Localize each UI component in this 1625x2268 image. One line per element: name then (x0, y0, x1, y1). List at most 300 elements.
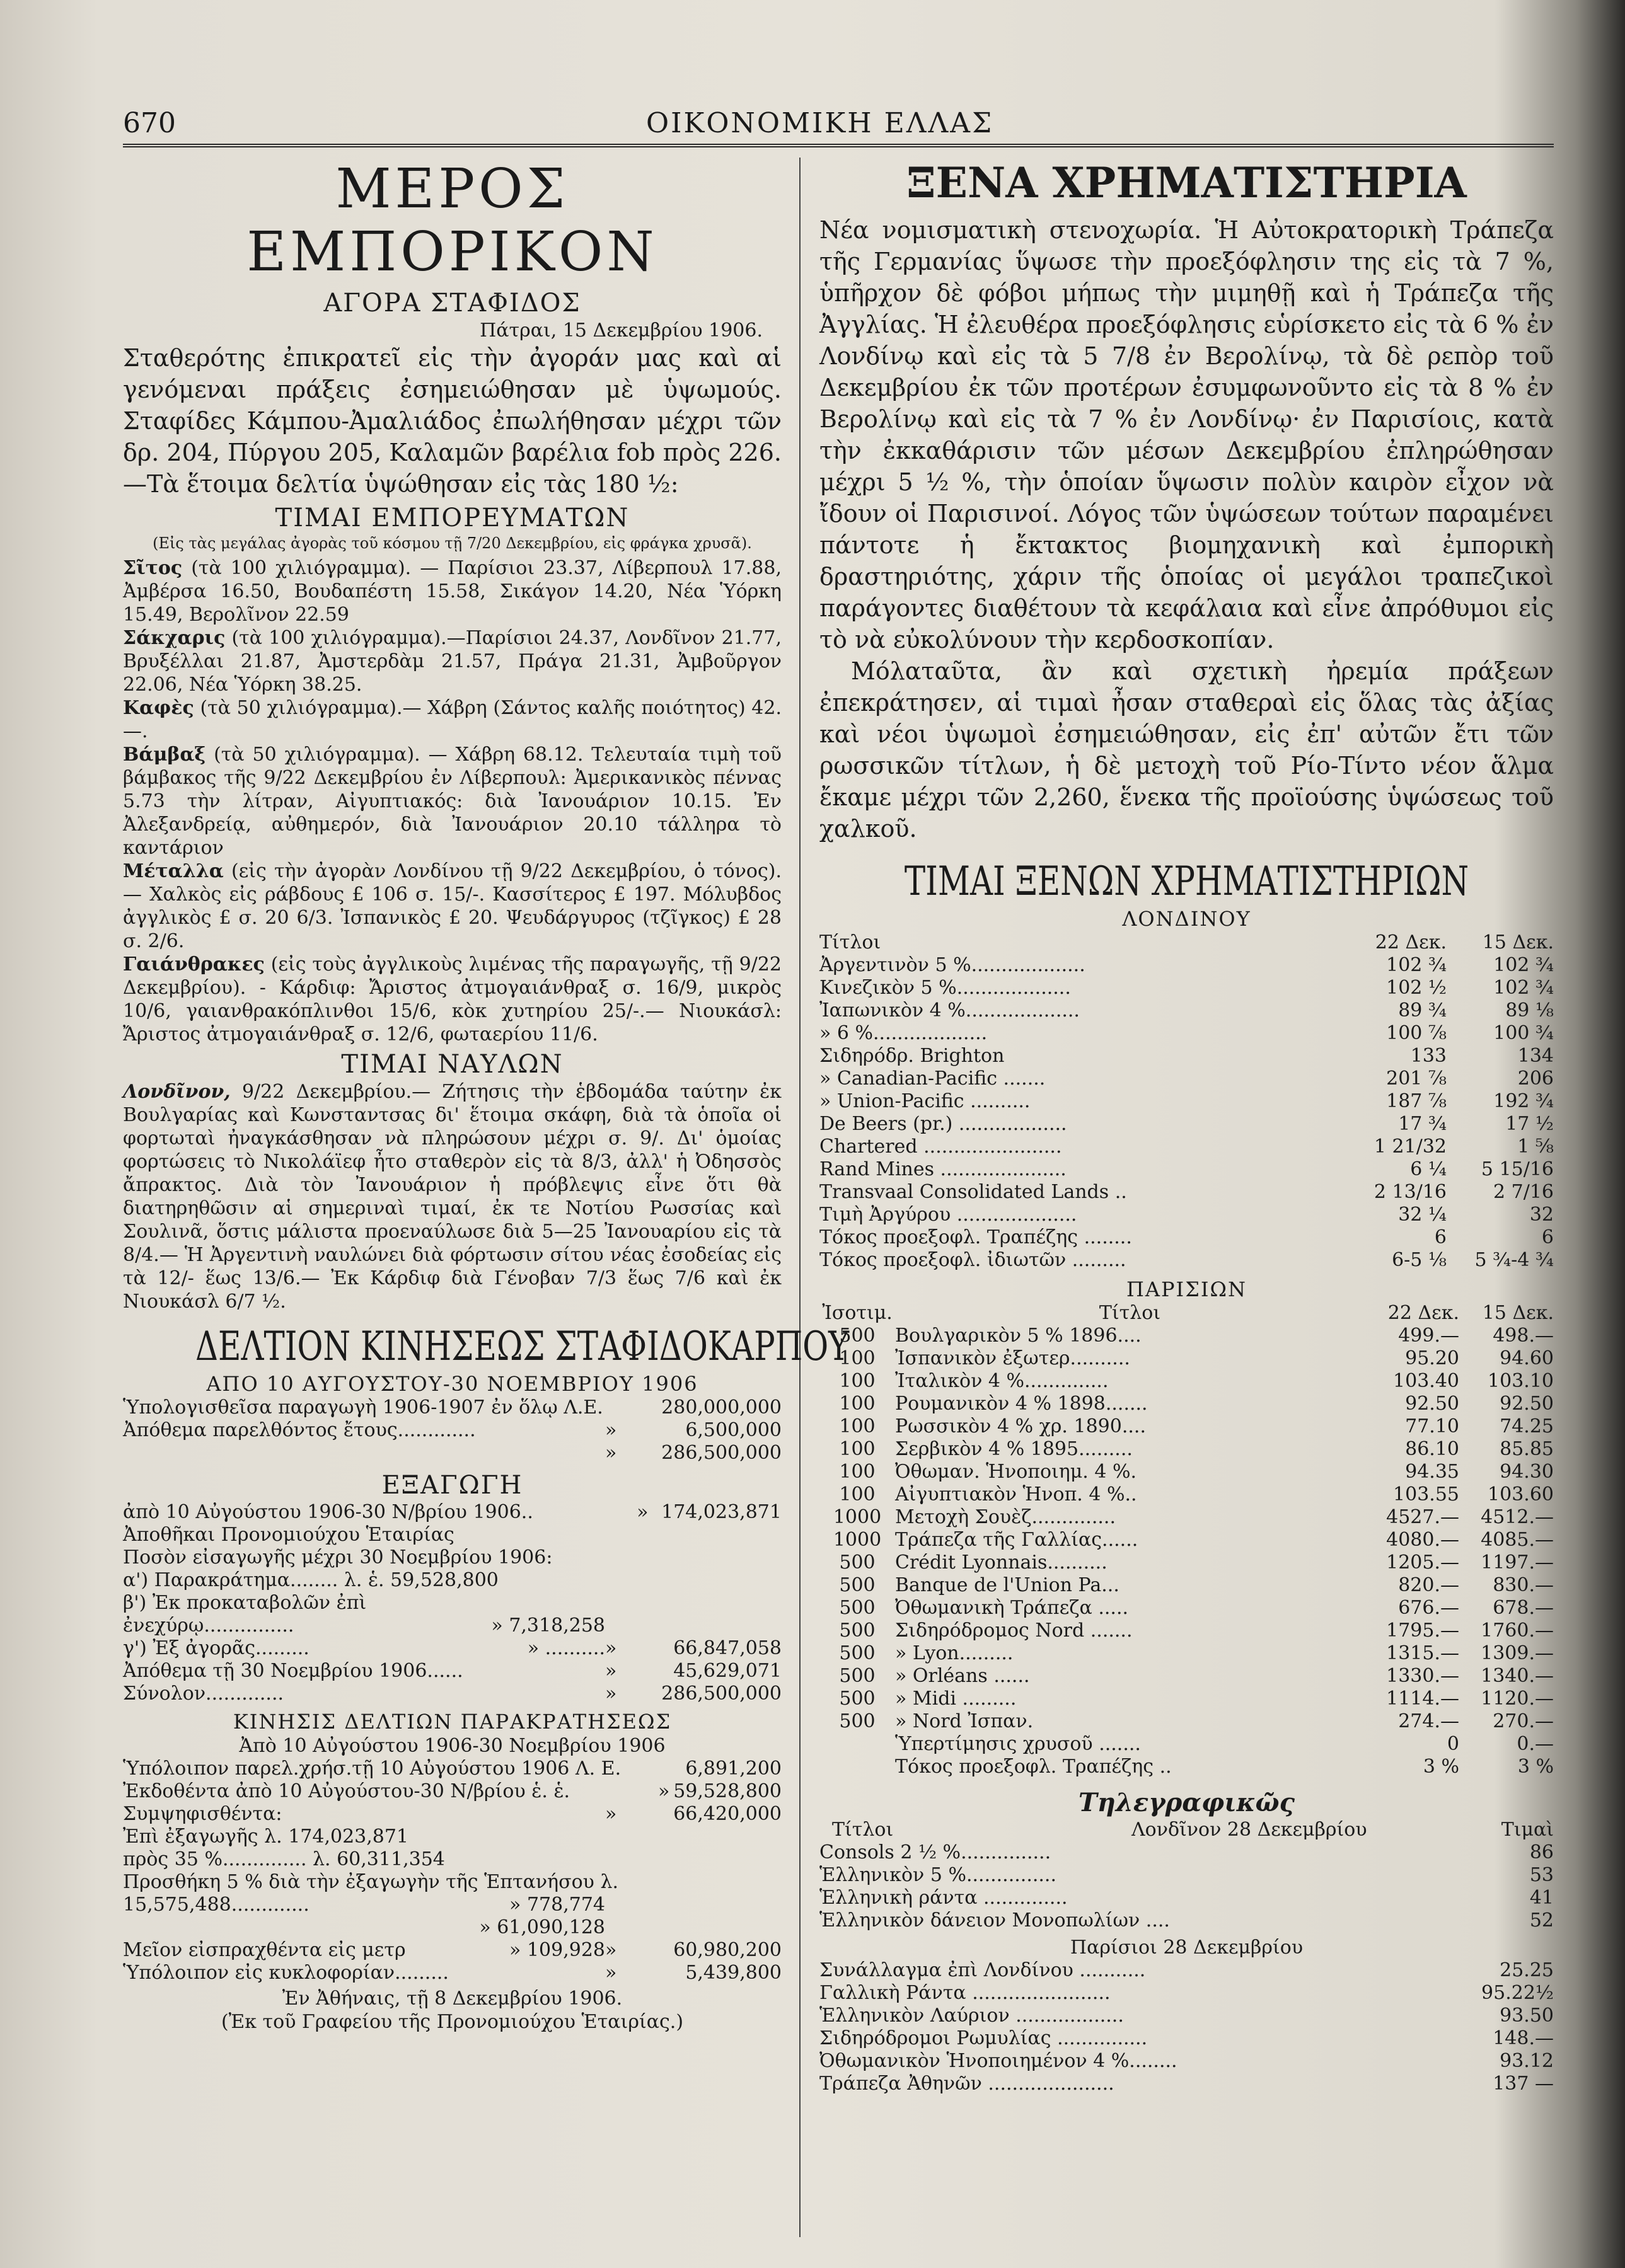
telegraph-row (819, 2027, 1554, 2050)
ledger-value (662, 1546, 782, 1569)
commodity-name: Σῖτος (123, 557, 183, 579)
ledger-mark: » (605, 1419, 617, 1441)
price-22-dec: 499.— (1398, 1325, 1459, 1347)
parity-value (819, 1756, 895, 1778)
paris-row (819, 1438, 1554, 1461)
parity-value: 500 (839, 1688, 876, 1710)
ledger-mark (605, 1524, 624, 1546)
price-15-dec: 102 ¾ (1493, 977, 1554, 999)
security-name: Τιμὴ Ἀργύρου .................... (819, 1204, 1077, 1226)
ledger-row (123, 1660, 782, 1683)
security-name: Ἰταλικὸν 4 %.............. (895, 1370, 1109, 1392)
ledger-subtotal (479, 1660, 605, 1683)
paris-row (819, 1756, 1554, 1778)
commodity-text: (τὰ 100 χιλιόγραμμα).—Παρίσιοι 24.37, Λονδῖνον 21.77, Βρυξέλλαι 21.87, Ἀμστερδὰμ 21.57, Πράγα 21.31, Ἀμβοῦργον 22.06, Νέα Ὑόρκη 38.25. (123, 627, 782, 696)
ledger-value: 6,500,000 (685, 1419, 782, 1441)
paris-header-titles: Τίτλοι (1099, 1302, 1161, 1324)
section-title: ΜΕΡΟΣ ΕΜΠΟΡΙΚΟΝ (246, 158, 658, 284)
ledger-mark (605, 1894, 624, 1916)
price-22-dec: 676.— (1398, 1597, 1459, 1619)
commodity-name: Καφὲς (123, 697, 194, 719)
price-22-dec: 0 (1447, 1733, 1459, 1755)
paris-header (819, 1302, 1554, 1325)
ledger-mark: » (605, 1660, 617, 1682)
parity-value: 500 (839, 1642, 876, 1664)
price-15-dec: 1120.— (1481, 1688, 1554, 1710)
security-name: Αἰγυπτιακὸν Ἡνοπ. 4 %.. (895, 1483, 1137, 1505)
london-row (819, 999, 1554, 1022)
paris-header-date1: 22 Δεκ. (1387, 1302, 1459, 1324)
paris-title: ΠΑΡΙΣΙΩΝ (1126, 1277, 1247, 1301)
ledger-subtotal: » .......... (527, 1637, 605, 1659)
ledger-label: α') Παρακράτημα........ λ. ἑ. 59,528,800 (123, 1569, 499, 1591)
london-row (819, 1158, 1554, 1181)
commodity-name: Γαιάνθρακες (123, 953, 265, 976)
deltion-title: ΔΕΛΤΙΟΝ ΚΙΝΗΣΕΩΣ ΣΤΑΦΙΔΟΚΑΡΠΟΥ (195, 1323, 850, 1370)
london-title: ΛΟΝΔΙΝΟΥ (1122, 907, 1251, 931)
ledger-value (624, 1894, 782, 1916)
price-22-dec: 92.50 (1405, 1393, 1459, 1415)
tele-header-prices: Τιμαὶ (1501, 1819, 1554, 1841)
foreign-exchanges-title: ΞΕΝΑ ΧΡΗΜΑΤΙΣΤΗΡΙΑ (906, 158, 1467, 207)
telegraph-paris-header: Παρίσιοι 28 Δεκεμβρίου (1070, 1937, 1304, 1959)
paris-table (819, 1325, 1554, 1778)
ledger-mark (605, 1848, 624, 1871)
telegraph-paris-table (819, 1959, 1554, 2095)
sign-office: (Ἐκ τοῦ Γραφείου τῆς Προνομιούχου Ἑταιρίας.) (221, 2011, 684, 2033)
telegraph-row (819, 1887, 1554, 1909)
security-name: Ρωσσικὸν 4 % χρ. 1890.... (895, 1415, 1146, 1437)
ledger-mark: » (605, 1803, 617, 1825)
ledger-row (123, 1546, 782, 1569)
ledger-subtotal: » 109,928 (509, 1939, 605, 1961)
commodity-text: (τὰ 50 χιλιόγραμμα).— Χάβρη (Σάντος καλῆς ποιότητος) 42.—. (123, 697, 782, 742)
ledger-mark (616, 1569, 634, 1592)
foreign-prices-title: ΤΙΜΑΙ ΞΕΝΩΝ ΧΡΗΜΑΤΙΣΤΗΡΙΩΝ (904, 858, 1469, 905)
parity-value: 1000 (833, 1506, 882, 1528)
price-15-dec: 32 (1529, 1204, 1554, 1226)
paris-row (819, 1710, 1554, 1733)
parity-value: 500 (839, 1325, 876, 1347)
security-name: Ἀργεντινὸν 5 %................... (819, 954, 1085, 976)
ledger-value (697, 1871, 782, 1894)
price: 86 (1529, 1841, 1554, 1863)
paris-row (819, 1551, 1554, 1574)
ledger-value (624, 1592, 782, 1615)
paris-row (819, 1483, 1554, 1506)
ledger-mark: » (605, 1939, 617, 1961)
price-15-dec: 94.60 (1500, 1347, 1554, 1369)
commodity-entry (123, 860, 782, 953)
london-header-date2: 15 Δεκ. (1482, 931, 1554, 953)
parity-value: 100 (839, 1438, 876, 1460)
ledger-mark: » (658, 1780, 670, 1802)
security-name: » Union-Pacific .......... (819, 1090, 1031, 1112)
page-number: 670 (123, 107, 176, 139)
price-15-dec: 830.— (1493, 1574, 1554, 1596)
exchange-paragraph-2: Μόλαταῦτα, ἂν καὶ σχετικὴ ἠρεμία πράξεων ἐπεκράτησεν, αἱ τιμαὶ ἦσαν σταθεραὶ εἰς ὅλας τὰς ἀξίας καὶ νέοι ὑψωμοὶ ἐσημειώθησαν, εἰς ἐπ' αὐτῶν ἔτι τῶν ρωσσικῶν τίτλων, ἡ δὲ μετοχὴ τοῦ Ρίο-Τίντο νέον ἅλμα ἔκαμε μέχρι τῶν 2,260, ἕνεκα τῆς προϊούσης ὑψώσεως τοῦ χαλκοῦ. (819, 657, 1554, 843)
ledger-value (624, 1615, 782, 1637)
price-22-dec: 1795.— (1386, 1620, 1459, 1642)
sign-place: Ἐν Ἀθήναις, τῇ 8 Δεκεμβρίου 1906. (282, 1988, 623, 2010)
deltion-period: ΑΠΟ 10 ΑΥΓΟΥΣΤΟΥ-30 ΝΟΕΜΒΡΙΟΥ 1906 (206, 1372, 698, 1396)
london-row (819, 1090, 1554, 1113)
running-title: ΟΙΚΟΝΟΜΙΚΗ ΕΛΛΑΣ (646, 107, 994, 139)
ledger-subtotal (603, 1396, 654, 1419)
parity-value: 500 (839, 1620, 876, 1642)
security-name: Σερβικὸν 4 % 1895......... (895, 1438, 1133, 1460)
ledger-row (123, 1962, 782, 1984)
timai-title: ΤΙΜΑΙ ΕΜΠΟΡΕΥΜΑΤΩΝ (275, 504, 630, 532)
security-name: Συνάλλαγμα ἐπὶ Λονδίνου ........... (819, 1959, 1146, 1981)
ledger-label: Ἐπὶ ἐξαγωγῆς λ. 174,023,871 (123, 1826, 409, 1848)
kinisis-table (123, 1758, 782, 1984)
price: 53 (1529, 1864, 1554, 1886)
ledger-label (123, 1442, 479, 1465)
price-15-dec: 102 ¾ (1493, 954, 1554, 976)
security-name: Ρουμανικὸν 4 % 1898....... (895, 1393, 1148, 1415)
ledger-value: 59,528,800 (673, 1780, 782, 1802)
parity-value: 100 (839, 1461, 876, 1483)
ledger-value: 45,629,071 (673, 1660, 782, 1682)
ledger-value: 286,500,000 (661, 1442, 782, 1464)
security-name: Κινεζικὸν 5 %................... (819, 977, 1071, 999)
security-name: Ἑλληνικὸν δάνειον Μονοπωλίων .... (819, 1909, 1170, 1931)
price-22-dec: 6-5 ⅛ (1392, 1249, 1447, 1271)
price-22-dec: 187 ⅞ (1386, 1090, 1447, 1112)
price-15-dec: 100 ¾ (1493, 1022, 1554, 1044)
ledger-row (123, 1615, 782, 1637)
ledger-subtotal (533, 1501, 637, 1524)
london-row (819, 1068, 1554, 1090)
security-name: » Orléans ...... (895, 1665, 1030, 1687)
ledger-mark: » (605, 1683, 617, 1705)
ledger-label: Ἐκδοθέντα ἀπὸ 10 Αὐγούστου-30 Ν/βρίου ἑ. ἑ. (123, 1780, 570, 1802)
paris-row (819, 1461, 1554, 1483)
commodity-entry (123, 953, 782, 1046)
telegraph-row (819, 2050, 1554, 2073)
price-15-dec: 192 ¾ (1493, 1090, 1554, 1112)
ledger-label: Ἀπόθεμα τῇ 30 Νοεμβρίου 1906...... (123, 1660, 463, 1682)
paris-row (819, 1506, 1554, 1529)
ledger-row (123, 1683, 782, 1705)
naulon-text: 9/22 Δεκεμβρίου.— Ζήτησις τὴν ἑβδομάδα ταύτην ἐκ Βουλγαρίας καὶ Κωνσταντσας δι' ἕτοιμα σκάφη, διὰ τὰ ὁποῖα οἱ φορτωταὶ ἠναγκάσθησαν νὰ πληρώσουν μέχρι σ. 9/. Δι' ὁμοίας φορτώσεις τὸ Νικολάϊεφ ἦτο σταθερὸν εἰς τὰ 8/3, ἀλλ' ἡ Ὀδησσὸς ἄπρακτος. Διὰ τὸν Ἰανουάριον ἡ πρόβλεψις εἶνε ὅτι θὰ διατηρηθῶσιν αἱ σημεριναὶ τιμαί, ἐκ τε Νοτίου Ρωσσίας καὶ Σουλινᾶ, ὅστις μάλιστα προεναύλωσε διὰ 5—25 Ἰανουαρίου εἰς τὰ 8/4.— Ἡ Ἀργεντινὴ ναυλώνει διὰ φόρτωσιν σίτου νέας ἐσοδείας εἰς τὰ 12/- ἕως 13/6.— Ἐκ Κάρδιφ διὰ Γένοβαν 7/3 ἕως 7/6 καὶ ἐκ Νιουκάσλ 6/7 ½. (123, 1081, 782, 1313)
security-name: Τόκος προεξοφλ. Τραπέζης .. (895, 1756, 1172, 1778)
paris-row (819, 1393, 1554, 1415)
parity-value: 100 (839, 1415, 876, 1437)
price-15-dec: 1 ⅝ (1517, 1136, 1554, 1158)
price: 93.12 (1500, 2050, 1554, 2072)
ledger-label: Ὑπόλοιπον παρελ.χρήσ.τῇ 10 Αὐγούστου 1906 Λ. Ε. (123, 1758, 622, 1780)
price: 52 (1529, 1909, 1554, 1931)
parity-value: 500 (839, 1710, 876, 1732)
ledger-row (123, 1569, 782, 1592)
header-rule (123, 144, 1554, 147)
paris-row (819, 1347, 1554, 1370)
ledger-label: Σύνολον............. (123, 1683, 284, 1705)
commodity-name: Σάκχαρις (123, 627, 226, 649)
ledger-value (624, 1916, 782, 1939)
parity-value: 500 (839, 1551, 876, 1574)
ledger-subtotal (479, 1592, 605, 1615)
price-22-dec: 102 ½ (1386, 977, 1447, 999)
telegraph-row (819, 2005, 1554, 2027)
parity-value: 100 (839, 1393, 876, 1415)
price-15-dec: 17 ½ (1505, 1113, 1554, 1135)
exchange-paragraph-1: Νέα νομισματικὴ στενοχωρία. Ἡ Αὐτοκρατορικὴ Τράπεζα τῆς Γερμανίας ὕψωσε τὴν προεξόφλησιν της εἰς τὰ 7 %, ὑπῆρχον δὲ φόβοι μήπως τὴν μιμηθῇ καὶ ἡ Τράπεζα τῆς Ἀγγλίας. Ἡ ἐλευθέρα προεξόφλησις εὑρίσκετο εἰς τὰ 6 % ἐν Λονδίνῳ καὶ εἰς τὰ 5 7/8 ἐν Βερολίνῳ, τὰ δὲ ρεπὸρ τοῦ Δεκεμβρίου ἐκ τῶν προτέρων ἐσυμφωνοῦντο εἰς τὰ 8 % ἐν Βερολίνῳ καὶ εἰς τὰ 7 % ἐν Λονδίνῳ· ἐν Παρισίοις, κατὰ τὴν ἐκκαθάρισιν τῶν μέσων Δεκεμβρίου ἐπληρώθησαν μέχρι 5 ½ %, τὴν ὁποίαν ὕψωσιν πολὺν καιρὸν εἶχον νὰ ἴδουν οἱ Παρισινοί. Λόγος τῶν ὑψώσεων τούτων παραμένει πάντοτε ἡ ἔκτακτος βιομηχανικὴ καὶ ἐμπορικὴ δραστηριότης, χάριν τῆς ὁποίας οἱ μεγάλοι τραπεζικοὶ παράγοντες διαθέτουν τὰ κεφάλαια καὶ εἶνε ἀπρόθυμοι εἰς τὸ νὰ εὐκολύνουν τὴν κερδοσκοπίαν. (819, 216, 1554, 653)
ledger-subtotal: » 7,318,258 (491, 1615, 605, 1637)
paris-header-parity: Ἰσοτιμ. (822, 1302, 893, 1324)
security-name: Σιδηρόδρομοι Ρωμυλίας ............... (819, 2027, 1148, 2049)
price: 137 — (1493, 2073, 1554, 2095)
price: 93.50 (1500, 2005, 1554, 2027)
ledger-row (123, 1637, 782, 1660)
commodity-entry (123, 696, 782, 743)
price-15-dec: 4085.— (1481, 1529, 1554, 1551)
security-name: Ὀθωμανικὸν Ἡνοποιημένον 4 %........ (819, 2050, 1177, 2072)
price-15-dec: 5 ¾-4 ¾ (1474, 1249, 1554, 1271)
price-15-dec: 206 (1517, 1068, 1554, 1090)
security-name: Consols 2 ½ %............... (819, 1841, 1051, 1863)
ledger-label: γ') Ἐξ ἀγορᾶς......... (123, 1637, 309, 1659)
parity-value (819, 1733, 895, 1756)
london-row (819, 954, 1554, 977)
price-15-dec: 6 (1541, 1226, 1554, 1248)
parity-value: 500 (839, 1574, 876, 1596)
price-15-dec: 134 (1517, 1045, 1554, 1067)
telegraph-row (819, 1841, 1554, 1864)
paris-row (819, 1370, 1554, 1393)
ledger-label: Ὑπόλοιπον εἰς κυκλοφορίαν......... (123, 1962, 449, 1984)
price-15-dec: 270.— (1493, 1710, 1554, 1732)
price-22-dec: 1330.— (1386, 1665, 1459, 1687)
telegraph-london-header (819, 1819, 1554, 1841)
price-15-dec: 678.— (1493, 1597, 1554, 1619)
parity-value: 100 (839, 1347, 876, 1369)
telegraph-row (819, 1864, 1554, 1887)
ledger-label: Συμψηφισθέντα: (123, 1803, 282, 1825)
london-row (819, 1181, 1554, 1204)
paris-row (819, 1620, 1554, 1642)
naulon-title: ΤΙΜΑΙ ΝΑΥΛΩΝ (341, 1050, 564, 1079)
paris-row (819, 1574, 1554, 1597)
ledger-row (123, 1396, 782, 1419)
ledger-mark (686, 1871, 697, 1894)
price: 25.25 (1500, 1959, 1554, 1981)
ledger-mark: » (605, 1637, 617, 1659)
price-15-dec: 1197.— (1481, 1551, 1554, 1574)
ledger-row (123, 1780, 782, 1803)
security-name: Transvaal Consolidated Lands .. (819, 1181, 1127, 1203)
ledger-value (624, 1848, 782, 1871)
ledger-subtotal (479, 1826, 605, 1848)
price-15-dec: 1309.— (1481, 1642, 1554, 1664)
price-15-dec: 5 15/16 (1481, 1158, 1554, 1180)
price-15-dec: 4512.— (1481, 1506, 1554, 1528)
security-name: Τόκος προεξοφλ. ἰδιωτῶν ......... (819, 1249, 1126, 1271)
ledger-mark (605, 1826, 624, 1848)
london-row (819, 1136, 1554, 1158)
commodity-entry (123, 626, 782, 696)
ledger-value (624, 1524, 782, 1546)
price-15-dec: 94.30 (1500, 1461, 1554, 1483)
ledger-value: 5,439,800 (685, 1962, 782, 1984)
telegraph-row (819, 2073, 1554, 2095)
commodity-text: (εἰς τοὺς ἀγγλικοὺς λιμένας τῆς παραγωγῆς, τῇ 9/22 Δεκεμβρίου). - Κάρδιφ: Ἄριστος ἀτμογαιάνθραξ σ. 16/9, μικρὸς 10/6, γαιανθρακόπλινθοι 15/6, κὸκ χυτηρίου 25/-.— Νιουκάσλ: Ἄριστος ἀτμογαιάνθραξ σ. 12/6, φωταερίου 11/6. (123, 953, 782, 1045)
ledger-mark: » (605, 1442, 617, 1464)
paris-row (819, 1688, 1554, 1710)
ledger-subtotal (479, 1683, 605, 1705)
ledger-mark (605, 1916, 624, 1939)
parity-value: 500 (839, 1665, 876, 1687)
ledger-row (123, 1871, 782, 1894)
security-name: Chartered ....................... (819, 1136, 1062, 1158)
ledger-mark: » (605, 1962, 617, 1984)
price-15-dec: 0.— (1517, 1733, 1554, 1755)
price-15-dec: 2 7/16 (1493, 1181, 1554, 1203)
ledger-subtotal (552, 1546, 647, 1569)
ledger-mark (648, 1546, 662, 1569)
ledger-mark: » (637, 1501, 649, 1523)
security-name: Ἑλληνικὴ ράντα .............. (819, 1887, 1068, 1909)
price-22-dec: 2 13/16 (1373, 1181, 1447, 1203)
ledger-subtotal (499, 1569, 616, 1592)
price-22-dec: 3 % (1423, 1756, 1459, 1778)
telegraph-title: Τηλεγραφικῶς (1079, 1788, 1295, 1817)
paris-row (819, 1529, 1554, 1551)
agora-date: Πάτραι, 15 Δεκεμβρίου 1906. (480, 319, 763, 342)
ledger-subtotal (479, 1442, 605, 1465)
price-22-dec: 6 ¼ (1410, 1158, 1447, 1180)
security-name: Rand Mines ..................... (819, 1158, 1067, 1180)
agora-title: ΑΓΟΡΑ ΣΤΑΦΙΔΟΣ (323, 289, 581, 318)
telegraph-row (819, 1909, 1554, 1932)
london-row (819, 1113, 1554, 1136)
security-name: » Nord Ἰσπαν. (895, 1710, 1034, 1732)
kinisis-period: Ἀπὸ 10 Αὐγούστου 1906-30 Νοεμβρίου 1906 (239, 1735, 666, 1757)
london-table (819, 954, 1554, 1272)
ledger-value: 280,000,000 (661, 1396, 782, 1419)
export-table (123, 1501, 782, 1705)
price-15-dec: 89 ⅛ (1505, 999, 1554, 1022)
price-15-dec: 103.60 (1488, 1483, 1554, 1505)
security-name: Ὀθωμανικὴ Τράπεζα ..... (895, 1597, 1129, 1619)
ledger-value: 286,500,000 (661, 1683, 782, 1705)
ledger-label: ἀπὸ 10 Αὐγούστου 1906-30 Ν/βρίου 1906.. (123, 1501, 533, 1523)
price-15-dec: 3 % (1517, 1756, 1554, 1778)
parity-value: 100 (839, 1370, 876, 1392)
ledger-subtotal: » 778,774 (509, 1894, 605, 1916)
security-name: Ἰσπανικὸν ἐξωτερ.......... (895, 1347, 1130, 1369)
ledger-label: 15,575,488............. (123, 1894, 309, 1916)
ledger-row (123, 1524, 782, 1546)
price-22-dec: 133 (1410, 1045, 1447, 1067)
naulon-lead: Λονδῖνον, (123, 1081, 231, 1103)
goods-list (123, 556, 782, 1046)
price-15-dec: 103.10 (1488, 1370, 1554, 1392)
ledger-subtotal (618, 1871, 686, 1894)
security-name: Banque de l'Union Pa... (895, 1574, 1119, 1596)
security-name: Ἰαπωνικὸν 4 %................... (819, 999, 1080, 1022)
ledger-label: Ἀπόθεμα παρελθόντος ἔτους............. (123, 1419, 476, 1441)
price-22-dec: 86.10 (1405, 1438, 1459, 1460)
telegraph-row (819, 1982, 1554, 2005)
paris-row (819, 1665, 1554, 1688)
price-22-dec: 1315.— (1386, 1642, 1459, 1664)
security-name: Ἑλληνικὸν 5 %............... (819, 1864, 1056, 1886)
price-22-dec: 100 ⅞ (1386, 1022, 1447, 1044)
paris-row (819, 1642, 1554, 1665)
price-22-dec: 17 ¾ (1398, 1113, 1447, 1135)
parity-value: 500 (839, 1597, 876, 1619)
ledger-row (123, 1803, 782, 1826)
ledger-label: Προσθήκη 5 % διὰ τὴν ἐξαγωγὴν τῆς Ἑπτανήσου λ. (123, 1871, 619, 1893)
london-header-date1: 22 Δεκ. (1375, 931, 1447, 953)
security-name: Σιδηρόδρομος Nord ....... (895, 1620, 1133, 1642)
security-name: De Beers (pr.) .................. (819, 1113, 1067, 1135)
london-row (819, 1249, 1554, 1272)
security-name: Βουλγαρικὸν 5 % 1896.... (895, 1325, 1142, 1347)
paris-row (819, 1415, 1554, 1438)
ledger-value: 6,891,200 (685, 1758, 782, 1780)
security-name: » Canadian-Pacific ....... (819, 1068, 1046, 1090)
london-header-titles: Τίτλοι (819, 931, 881, 953)
price-22-dec: 1 21/32 (1373, 1136, 1447, 1158)
ledger-row (123, 1826, 782, 1848)
commodity-entry (123, 743, 782, 860)
telegraph-london-table (819, 1841, 1554, 1932)
paris-row (819, 1733, 1554, 1756)
ledger-label: β') Ἐκ προκαταβολῶν ἐπὶ (123, 1592, 367, 1614)
ledger-row (123, 1848, 782, 1871)
commodity-name: Βάμβαξ (123, 744, 206, 766)
price-15-dec: 74.25 (1500, 1415, 1554, 1437)
paris-row (819, 1597, 1554, 1620)
ledger-row (123, 1894, 782, 1916)
kinisis-title: ΚΙΝΗΣΙΣ ΔΕΛΤΙΩΝ ΠΑΡΑΚΡΑΤΗΣΕΩΣ (233, 1710, 672, 1734)
price-22-dec: 77.10 (1405, 1415, 1459, 1437)
ledger-label: Μεῖον εἰσπραχθέντα εἰς μετρ (123, 1939, 406, 1961)
commodity-name: Μέταλλα (123, 860, 224, 882)
price-22-dec: 1114.— (1386, 1688, 1459, 1710)
price-15-dec: 1340.— (1481, 1665, 1554, 1687)
ledger-label: Ἀποθῆκαι Προνομιούχου Ἑταιρίας (123, 1524, 454, 1546)
price: 95.22½ (1481, 1982, 1554, 2004)
ledger-label: πρὸς 35 %.............. λ. 60,311,354 (123, 1848, 445, 1870)
london-row (819, 977, 1554, 999)
ledger-subtotal (570, 1780, 658, 1803)
ledger-row (123, 1939, 782, 1962)
exagogi-title: ΕΞΑΓΩΓΗ (381, 1471, 523, 1500)
london-row (819, 1204, 1554, 1226)
paris-header-date2: 15 Δεκ. (1482, 1302, 1554, 1324)
ledger-subtotal (479, 1419, 605, 1442)
commodity-text: (εἰς τὴν ἀγορὰν Λονδίνου τῇ 9/22 Δεκεμβρίου, ὁ τόνος).— Χαλκὸς εἰς ράβδους £ 106 σ. 15/-. Κασσίτερος £ 197. Μόλυβδος ἀγγλικὸς £ σ. 20 6/3. Ἰσπανικὸς £ 20. Ψευδάργυρος (τζῖγκος) £ 28 σ. 2/6. (123, 860, 782, 952)
ledger-row (123, 1592, 782, 1615)
price-22-dec: 32 ¼ (1398, 1204, 1447, 1226)
ledger-value: 174,023,871 (661, 1501, 782, 1523)
security-name: Τράπεζα Ἀθηνῶν ..................... (819, 2073, 1114, 2095)
security-name: Μετοχὴ Σουὲζ.............. (895, 1506, 1116, 1528)
london-header (819, 931, 1554, 954)
agora-text: Σταθερότης ἐπικρατεῖ εἰς τὴν ἀγοράν μας καὶ αἱ γενόμεναι πράξεις ἐσημειώθησαν μὲ ὑψωμούς. Σταφίδες Κάμπου-Ἀμαλιάδος ἐπωλήθησαν μέχρι τῶν δρ. 204, Πύργου 205, Καλαμῶν βαρέλια fob πρὸς 226.—Τὰ ἕτοιμα δελτία ὑψώθησαν εἰς τὰς 180 ½: (123, 344, 782, 498)
price-22-dec: 820.— (1398, 1574, 1459, 1596)
timai-note: (Εἰς τὰς μεγάλας ἀγορὰς τοῦ κόσμου τῇ 7/20 Δεκεμβρίου, εἰς φράγκα χρυσᾶ). (153, 534, 752, 552)
ledger-value: 66,847,058 (673, 1637, 782, 1659)
price-22-dec: 103.55 (1393, 1483, 1459, 1505)
price-15-dec: 498.— (1493, 1325, 1554, 1347)
ledger-label: ἐνεχύρῳ............... (123, 1615, 294, 1637)
